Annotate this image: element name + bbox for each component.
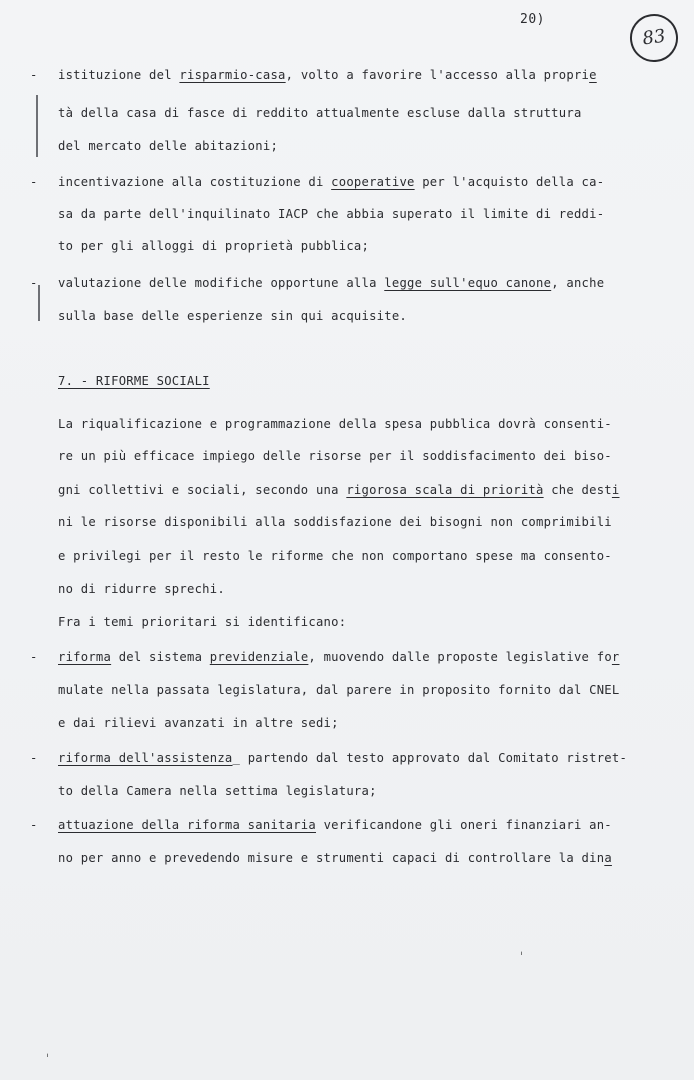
text-line — [58, 751, 627, 765]
text-line — [58, 207, 604, 221]
text-segment: che dest — [543, 483, 612, 497]
margin-mark — [36, 95, 38, 157]
text-segment: e privilegi per il resto le riforme che non comportano spese ma consento- — [58, 549, 612, 563]
text-line — [58, 68, 597, 82]
speck-mark: ˌ — [518, 942, 526, 956]
text-line — [58, 417, 612, 431]
text-segment: istituzione del — [58, 68, 180, 82]
text-line — [58, 650, 620, 664]
bullet-dash: - — [30, 751, 38, 765]
text-segment: incentivazione alla costituzione di — [58, 175, 332, 189]
text-segment: a — [604, 851, 612, 865]
text-segment: , muovendo dalle proposte legislative fo — [308, 650, 612, 664]
section-heading: 7. - RIFORME SOCIALI — [58, 374, 210, 388]
text-segment: La riqualificazione e programmazione della spesa pubblica dovrà consenti- — [58, 417, 612, 431]
margin-mark — [38, 285, 40, 321]
text-segment: no per anno e prevedendo misure e strumenti capaci di controllare la din — [58, 851, 605, 865]
bullet-dash: - — [30, 276, 38, 290]
text-segment: to per gli alloggi di proprietà pubblica; — [58, 239, 370, 253]
text-line — [58, 818, 612, 832]
text-segment: Fra i temi prioritari si identificano: — [58, 615, 347, 629]
text-segment: per l'acquisto della ca- — [414, 175, 605, 189]
text-segment: e — [589, 68, 597, 82]
text-line — [58, 106, 582, 120]
text-segment: r — [611, 650, 620, 664]
text-line — [58, 276, 604, 290]
text-line — [58, 175, 604, 189]
text-line — [58, 683, 619, 697]
text-line — [58, 549, 612, 563]
page-number: 20) — [520, 12, 545, 27]
text-line — [58, 309, 407, 323]
text-segment: attuazione della riforma sanitaria — [58, 818, 316, 832]
text-line — [58, 851, 612, 865]
text-line — [58, 784, 377, 798]
text-segment: risparmio-casa — [179, 68, 286, 82]
text-line — [58, 239, 369, 253]
text-segment: _ partendo dal testo approvato dal Comitato ristret- — [232, 751, 628, 765]
text-segment: cooperative — [331, 175, 415, 189]
text-segment: to della Camera nella settima legislatura; — [58, 784, 377, 798]
bullet-dash: - — [30, 818, 38, 832]
text-segment: tà della casa di fasce di reddito attualmente escluse dalla struttura — [58, 106, 582, 120]
text-segment: valutazione delle modifiche opportune alla — [58, 276, 385, 290]
text-line — [58, 716, 339, 730]
text-segment: del sistema — [111, 650, 210, 664]
text-segment: sa da parte dell'inquilinato IACP che abbia superato il limite di reddi- — [58, 207, 605, 221]
text-line — [58, 615, 346, 629]
text-segment: , volto a favorire l'accesso alla propri — [285, 68, 590, 82]
text-segment: del mercato delle abitazioni; — [58, 139, 279, 153]
text-segment: mulate nella passata legislatura, dal parere in proposito fornito dal CNEL — [58, 683, 620, 697]
text-line — [58, 449, 612, 463]
text-line — [58, 139, 278, 153]
text-line — [58, 515, 612, 529]
bullet-dash: - — [30, 175, 38, 189]
text-line — [58, 582, 225, 596]
page-stamp: 83 — [627, 11, 681, 65]
text-segment: , anche — [551, 276, 605, 290]
text-line — [58, 483, 620, 497]
text-segment: sulla base delle esperienze sin qui acquisite. — [58, 309, 408, 323]
speck-mark: ˌ — [44, 1044, 52, 1058]
text-segment: rigorosa scala di priorità — [346, 483, 544, 497]
bullet-dash: - — [30, 68, 38, 82]
text-segment: previdenziale — [209, 650, 309, 664]
text-segment: e dai rilievi avanzati in altre sedi; — [58, 716, 339, 730]
bullet-dash: - — [30, 650, 38, 664]
text-segment: no di ridurre sprechi. — [58, 582, 225, 596]
text-segment: ni le risorse disponibili alla soddisfazione dei bisogni non comprimibili — [58, 515, 612, 529]
text-segment: riforma dell'assistenza — [58, 751, 233, 765]
text-segment: gni collettivi e sociali, secondo una — [58, 483, 347, 497]
text-segment: riforma — [58, 650, 112, 664]
text-segment: re un più efficace impiego delle risorse per il soddisfacimento dei biso- — [58, 449, 612, 463]
text-segment: verificandone gli oneri finanziari an- — [315, 818, 612, 832]
text-segment: i — [611, 483, 620, 497]
text-segment: legge sull'equo canone — [384, 276, 552, 290]
